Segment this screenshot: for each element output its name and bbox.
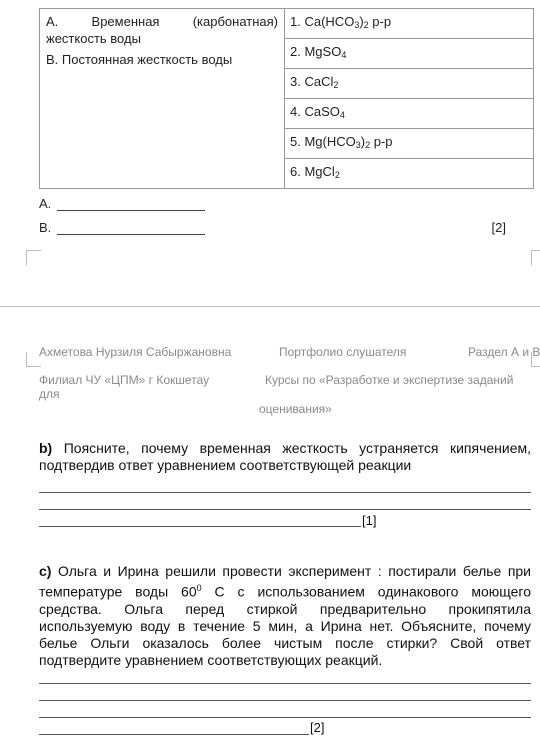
answer-line-c1[interactable] <box>39 683 531 684</box>
substance-tail: р-р <box>368 14 392 29</box>
substance-subscript: 3 <box>354 20 360 30</box>
question-c <box>39 563 531 669</box>
substance-subscript: 4 <box>341 50 347 60</box>
header-courses-2: оценивания» <box>259 402 332 416</box>
question-c-label: с) <box>39 563 52 579</box>
substance-cell <box>285 69 534 99</box>
answer-a-blank[interactable] <box>57 197 205 211</box>
substance-subscript-2: 2 <box>365 140 371 150</box>
answer-a-label: А. <box>39 196 52 211</box>
substance-formula: MgCl <box>304 164 335 179</box>
header-portfolio: Портфолио слушателя <box>279 345 407 359</box>
substance-subscript: 2 <box>334 170 340 180</box>
substance-num: 5. <box>290 134 305 149</box>
substance-formula: CaCl <box>304 74 334 89</box>
header-branch-2: для <box>39 387 60 401</box>
item-a-line2: жесткость воды <box>46 31 141 46</box>
substance-formula: MgSO <box>304 44 342 59</box>
worksheet-page-top <box>0 0 540 268</box>
substance-num: 3. <box>290 74 305 89</box>
substance-subscript: 4 <box>339 110 345 120</box>
matching-table <box>39 8 534 189</box>
substance-formula-close: ) <box>360 134 366 149</box>
answer-line-b2[interactable] <box>39 509 531 510</box>
substance-num: 2. <box>290 44 305 59</box>
substance-tail: р-р <box>370 134 393 149</box>
substance-cell <box>285 9 534 39</box>
header-courses: Курсы по «Разработке и экспертизе заданий <box>265 373 514 387</box>
answer-line-c4[interactable] <box>39 734 309 735</box>
substance-cell <box>285 129 534 159</box>
substance-formula: CaSO <box>304 104 340 119</box>
header-branch: Филиал ЧУ «ЦПМ» г Кокшетау <box>39 373 210 387</box>
crop-mark-left <box>26 250 41 265</box>
temporary-hardness-item <box>40 9 284 47</box>
question-c-mark: [2] <box>310 720 325 735</box>
answer-line-b1[interactable] <box>39 492 531 493</box>
crop-mark-right-2 <box>531 352 540 367</box>
crop-mark-right <box>531 250 540 265</box>
substance-formula-close: ) <box>359 14 364 29</box>
header-author: Ахметова Нурзиля Сабыржановна <box>39 345 232 359</box>
answer-b-row <box>39 220 205 235</box>
question-c-text-2: С с использованием одинакового моющего средства. Ольга перед стиркой предварительно прокипятила используемую воду в течение 5 мин, а Ирина нет. Объясните, почему белье Ольги оказалось более чистым после стирки? Свой ответ подтвердите уравнением соответствующих реакций. <box>39 583 532 668</box>
substance-formula: Mg(HCO <box>304 134 356 149</box>
answer-line-c2[interactable] <box>39 700 531 701</box>
question-b-mark: [1] <box>362 513 377 528</box>
answer-b-blank[interactable] <box>57 221 205 235</box>
question-b-text: Поясните, почему временная жесткость устраняется кипячением, подтвердив ответ уравнением соответствующей реакции <box>39 440 532 473</box>
substance-subscript: 3 <box>355 140 361 150</box>
header-section: Раздел А и В <box>468 345 540 359</box>
page-separator <box>0 306 540 307</box>
substance-cell <box>285 159 534 189</box>
answer-mark: [2] <box>491 220 506 235</box>
substance-num: 4. <box>290 104 305 119</box>
question-c-text-1: Ольга и Ирина решили провести эксперимент : постирали белье при температуре воды 60 <box>39 563 532 600</box>
question-b-label: b) <box>39 440 53 456</box>
answer-b-label: В. <box>39 220 52 235</box>
item-a-prefix: A. <box>46 14 59 29</box>
substance-cell <box>285 39 534 69</box>
substance-subscript: 2 <box>333 80 339 90</box>
item-a-word2: (карбонатная) <box>192 14 278 29</box>
substance-formula: Ca(HCO <box>304 14 355 29</box>
answer-line-b3[interactable] <box>39 526 361 527</box>
substance-num: 1. <box>290 14 305 29</box>
permanent-hardness-item: В. Постоянная жесткость воды <box>46 52 233 67</box>
substance-num: 6. <box>290 164 305 179</box>
degree-superscript: 0 <box>196 583 202 593</box>
hardness-types-cell <box>40 9 285 189</box>
substance-subscript-2: 2 <box>363 20 369 30</box>
answer-a-row <box>39 196 205 211</box>
substance-cell <box>285 99 534 129</box>
crop-mark-left-2 <box>26 352 41 367</box>
answer-line-c3[interactable] <box>39 717 531 718</box>
question-b <box>39 440 531 474</box>
item-a-word1: Временная <box>91 14 160 29</box>
